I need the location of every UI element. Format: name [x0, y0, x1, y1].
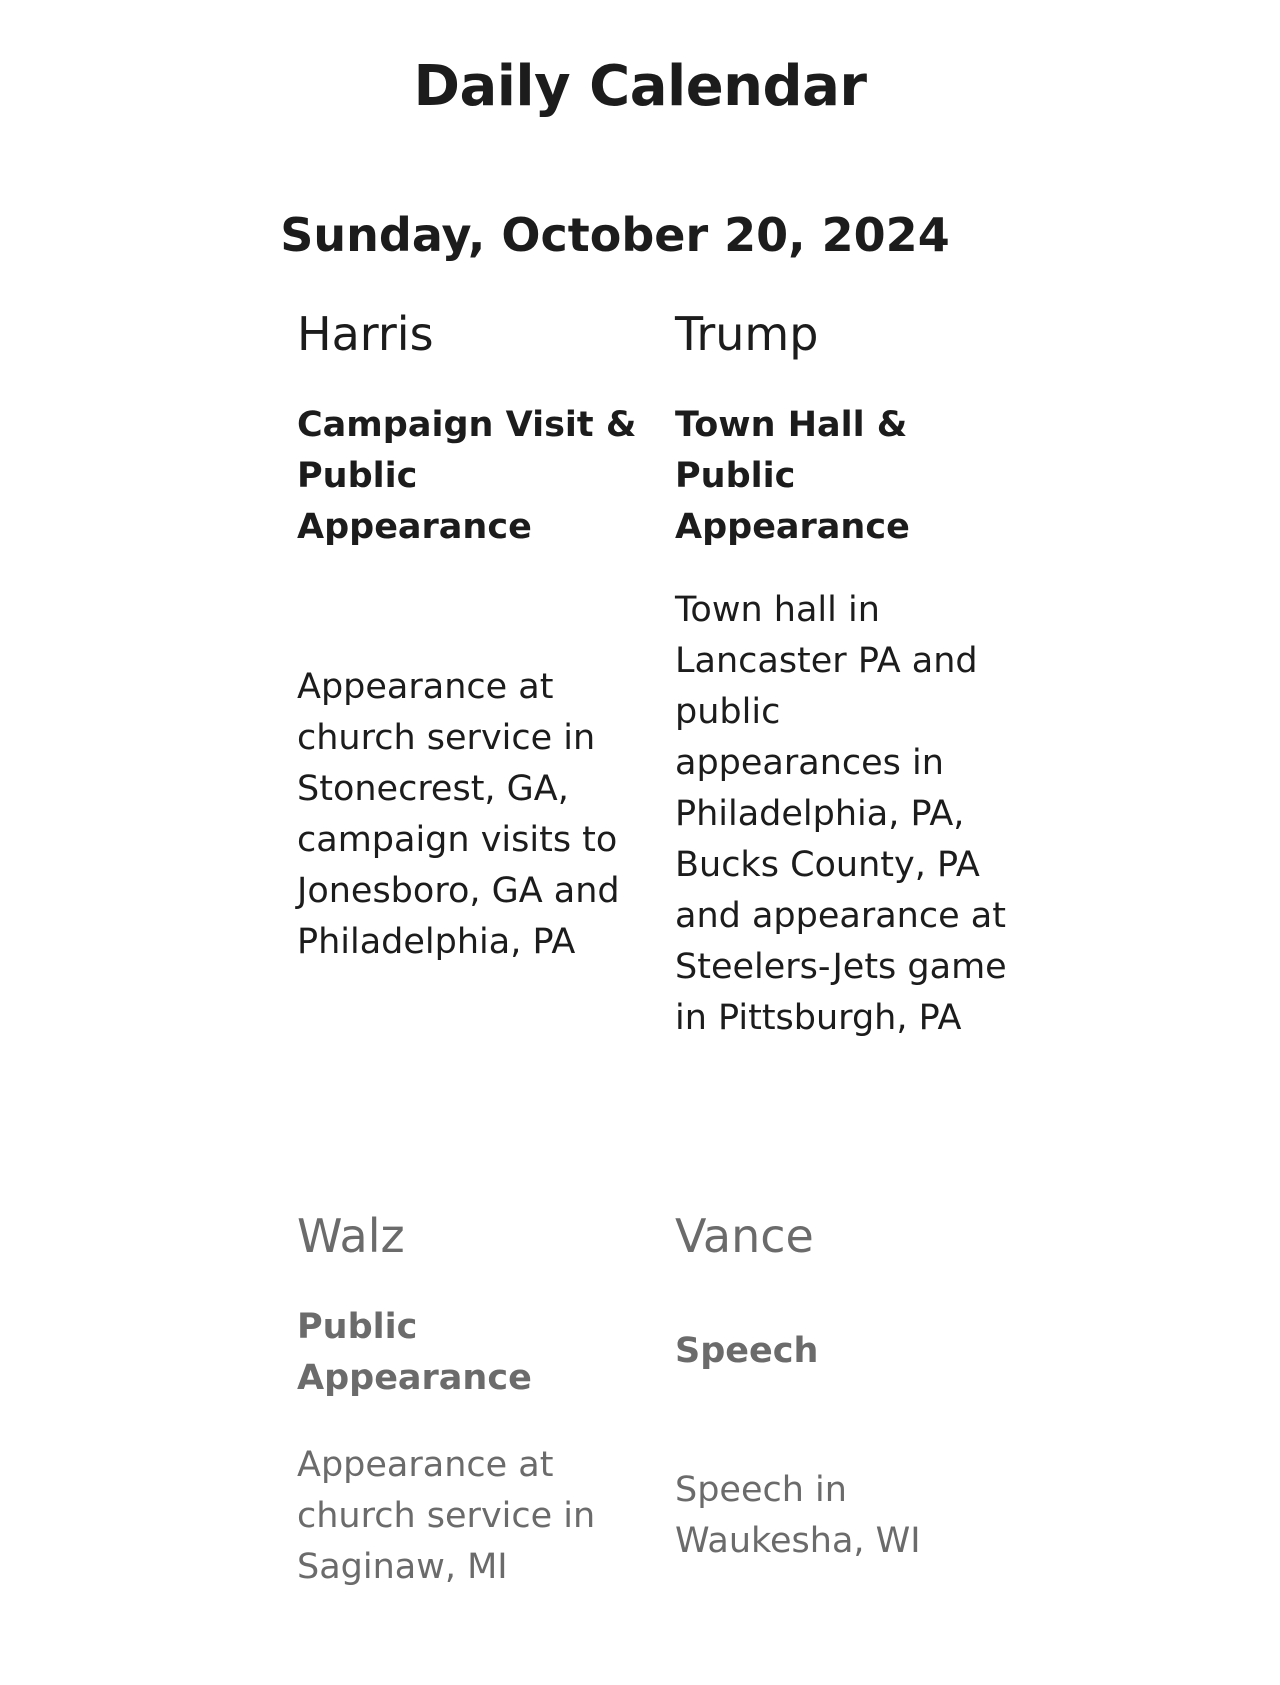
- candidate-name: Harris: [297, 307, 434, 361]
- candidate-name: Trump: [675, 307, 819, 361]
- event-type: Speech: [675, 1331, 819, 1371]
- candidate-name: Vance: [675, 1209, 814, 1263]
- event-description: Appearance at church service in Stonecrest, GA, campaign visits to Jonesboro, GA and Philadelphia, PA: [297, 667, 620, 962]
- event-type: Town Hall & Public Appearance: [675, 405, 910, 547]
- event-type: Campaign Visit & Public Appearance: [297, 405, 637, 547]
- event-description: Appearance at church service in Saginaw, MI: [297, 1445, 596, 1587]
- calendar-date: Sunday, October 20, 2024: [280, 208, 950, 262]
- page-title: Daily Calendar: [413, 54, 867, 119]
- candidate-name: Walz: [297, 1209, 405, 1263]
- event-description: Town hall in Lancaster PA and public appearances in Philadelphia, PA, Bucks County, PA and appearance at Steelers-Jets game in Pittsburgh, PA: [675, 590, 1007, 1038]
- event-description: Speech in Waukesha, WI: [675, 1470, 921, 1561]
- event-type: Public Appearance: [297, 1307, 532, 1398]
